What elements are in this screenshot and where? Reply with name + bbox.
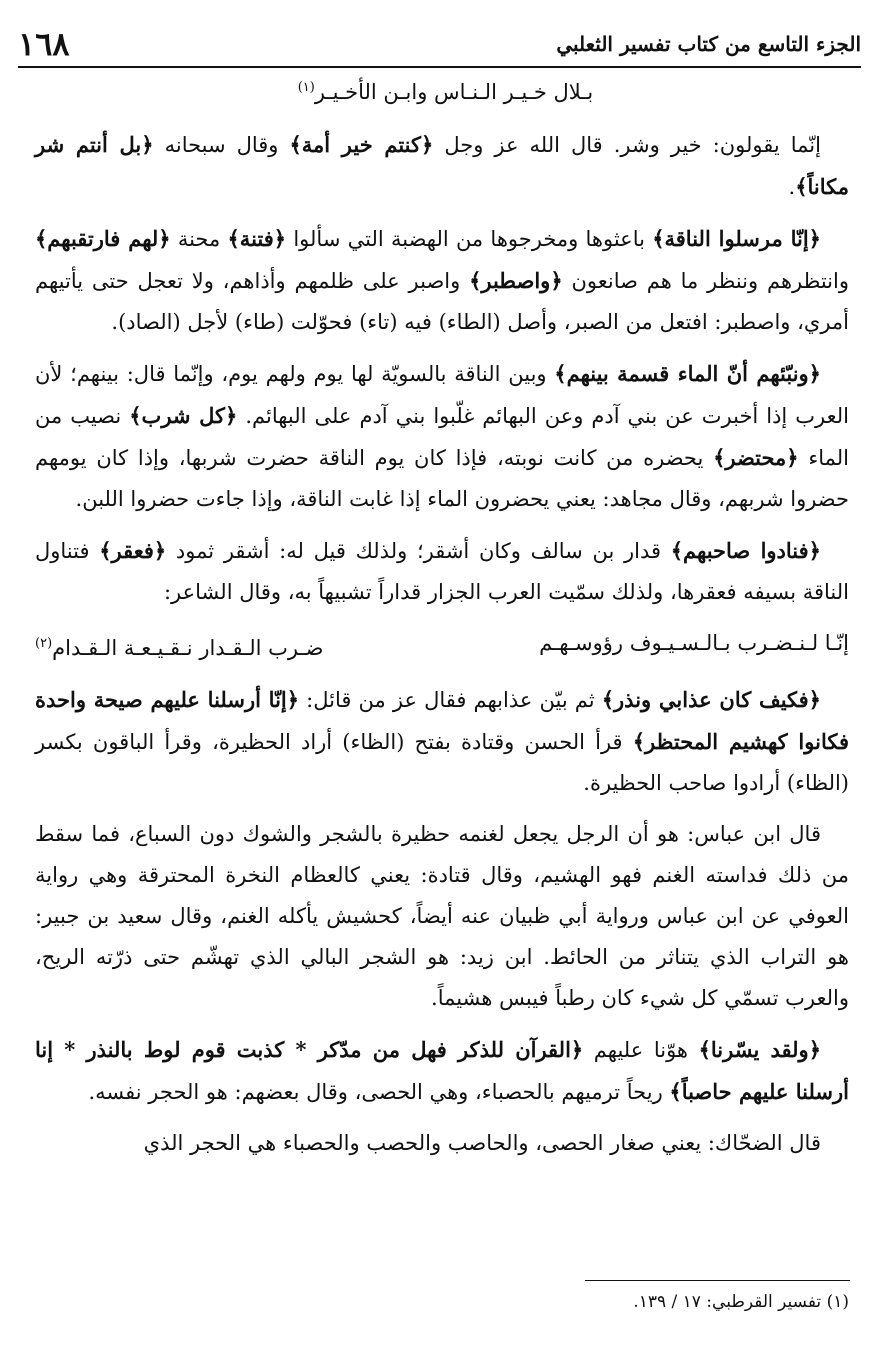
quran-quote: ﴿فعقر﴾ bbox=[99, 538, 167, 563]
quran-quote: ﴿بل أنتم شر مكاناً﴾ bbox=[35, 132, 849, 199]
quran-quote: ﴿إنّا أرسلنا عليهم صيحة واحدة فكانوا كهشيم المحتظر﴾ bbox=[35, 687, 849, 754]
footnote-mark: (١) bbox=[826, 1292, 849, 1312]
poem-line bbox=[35, 623, 849, 669]
quran-quote: ﴿فكيف كان عذابي ونذر﴾ bbox=[601, 687, 821, 712]
commentary-text: ريحاً ترميهم بالحصباء، وهي الحصى، وقال بعضهم: هو الحجر نفسه. bbox=[88, 1080, 670, 1104]
quran-quote: ﴿فتنة﴾ bbox=[227, 226, 287, 251]
commentary-text: يحضره من كانت نوبته، فإذا كان يوم الناقة حضرت شربها، وإذا كان يومهم حضروا شربهم، وقال مجاهد: يعني يحضرون الماء إذا غابت الناقة، وإذا جاءت حضروا اللبن. bbox=[35, 446, 849, 511]
commentary-text: هوّنا عليهم bbox=[583, 1038, 699, 1062]
paragraph bbox=[35, 530, 849, 613]
commentary-text: فتناول الناقة بسيفه فعقرها، ولذلك سمّيت العرب الجزار قداراً تشبيهاً به، وقال الشاعر: bbox=[35, 539, 849, 604]
commentary-text: قال الضحّاك: يعني صغار الحصى، والحاصب والحصب والحصباء هي الحجر الذي bbox=[143, 1131, 821, 1155]
commentary-text: . bbox=[788, 175, 796, 199]
commentary-text: إنّما يقولون: خير وشر. قال الله عز وجل bbox=[433, 133, 821, 157]
commentary-text: محنة bbox=[170, 227, 228, 251]
quran-quote: ﴿محتضر﴾ bbox=[713, 445, 799, 470]
commentary-text: قدار بن سالف وكان أشقر؛ ولذلك قيل له: أشقر ثمود bbox=[166, 539, 671, 563]
commentary-text: وقال سبحانه bbox=[153, 133, 290, 157]
footnote bbox=[633, 1292, 849, 1312]
commentary-text: واصبر على ظلمهم وأذاهم، ولا تعجل حتى يأتيهم أمري، واصطبر: افتعل من الصبر، وأصل (الطاء) فيه (تاء) فحوّلت (طاء) لأجل (الصاد). bbox=[35, 269, 849, 334]
poem-second-hemistich: ضـرب الـقـدار نـقـيـعـة الـقـدام$^{(٢)}$ bbox=[35, 636, 324, 660]
page-number: ١٦٨ bbox=[18, 25, 70, 63]
footnote-marker-2: (٢) bbox=[35, 636, 53, 651]
commentary-text: باعثوها ومخرجوها من الهضبة التي سألوا bbox=[286, 227, 653, 251]
quran-quote: ﴿كنتم خير أمة﴾ bbox=[289, 132, 434, 157]
footnote-marker: (١) bbox=[297, 80, 315, 95]
paragraphs-after-poem bbox=[35, 679, 849, 1164]
footnote-text: تفسير القرطبي: ١٧ / ١٣٩. bbox=[633, 1292, 822, 1312]
quran-quote: ﴿واصطبر﴾ bbox=[469, 268, 563, 293]
commentary-text: وبين الناقة بالسويّة لها يوم ولهم يوم، وإنّما قال: بينهم؛ لأن العرب إذا أخبرت عن بني آدم وعن البهائم غلّبوا بني آدم على البهائم. bbox=[35, 362, 849, 428]
paragraph bbox=[35, 124, 849, 208]
commentary-text: قال ابن عباس: هو أن الرجل يجعل لغنمه حظيرة بالشجر والشوك دون السباع، فما سقط من ذلك فداسته الغنم فهو الهشيم، وقال قتادة: يعني كالعظام النخرة المحترقة وهي رواية العوفي عن ابن عباس ورواية أبي ظبيان عنه أيضاً، كحشيش يأكله الغنم، وقال سعيد بن جبير: هو التراب الذي يتناثر من الحائط. ابن زيد: هو الشجر البالي الذي تهشّم حتى ذرّته الريح، والعرب تسمّي كل شيء كان رطباً فيبس هشيماً. bbox=[35, 822, 849, 1010]
page-header bbox=[18, 22, 861, 68]
body-text bbox=[35, 124, 849, 1174]
paragraphs-before-poem bbox=[35, 124, 849, 613]
running-title: الجزء التاسع من كتاب تفسير الثعلبي bbox=[556, 32, 861, 56]
quran-quote: ﴿ونبّئهم أنّ الماء قسمة بينهم﴾ bbox=[554, 361, 821, 386]
paragraph bbox=[35, 218, 849, 343]
paragraph bbox=[35, 353, 849, 520]
poem-first-hemistich: إنّـا لـنـضـرب بـالـسـيـوف رؤوسـهـم bbox=[539, 631, 849, 655]
quran-quote: ﴿كل شرب﴾ bbox=[129, 403, 238, 428]
opening-verse-text: بـلال خـيـر الـنـاس وابـن الأخـيـر bbox=[314, 80, 594, 104]
quran-quote: ﴿فنادوا صاحبهم﴾ bbox=[670, 538, 821, 563]
paragraph bbox=[35, 679, 849, 804]
opening-verse bbox=[0, 80, 891, 104]
paragraph bbox=[35, 1123, 849, 1164]
footnote-rule bbox=[585, 1280, 850, 1281]
commentary-text: ثم بيّن عذابهم فقال عز من قائل: bbox=[299, 688, 602, 712]
quran-quote: ﴿ولقد يسّرنا﴾ bbox=[698, 1037, 822, 1062]
paragraph bbox=[35, 814, 849, 1019]
commentary-text: نصيب من الماء bbox=[35, 404, 849, 470]
commentary-text: وانتظرهم وننظر ما هم صانعون bbox=[562, 269, 849, 293]
quran-quote: ﴿إنّا مرسلوا الناقة﴾ bbox=[652, 226, 821, 251]
quran-quote: ﴿القرآن للذكر فهل من مدّكر * كذبت قوم لوط بالنذر * إنا أرسلنا عليهم حاصباً﴾ bbox=[35, 1037, 849, 1104]
paragraph bbox=[35, 1029, 849, 1113]
commentary-text: قرأ الحسن وقتادة بفتح (الظاء) أراد الحظيرة، وقرأ الباقون بكسر (الظاء) أرادوا صاحب الحظيرة. bbox=[35, 730, 849, 795]
quran-quote: ﴿لهم فارتقبهم﴾ bbox=[35, 226, 171, 251]
